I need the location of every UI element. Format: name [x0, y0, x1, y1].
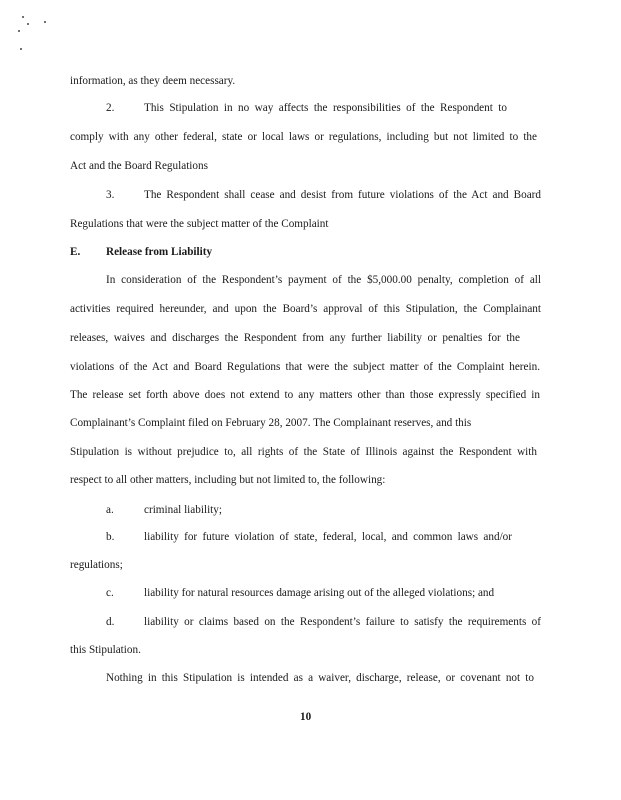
paragraph-line-6: Complainant’s Complaint filed on February 28, 2007. The Complainant reserves, and this: [70, 417, 472, 429]
paragraph-line-1: In consideration of the Respondent’s payment of the $5,000.00 penalty, completion of all: [106, 274, 541, 286]
list-item-a-letter: a.: [106, 504, 114, 516]
list-item-c-text: liability for natural resources damage arising out of the alleged violations; and: [144, 587, 495, 599]
scan-speck: [18, 30, 20, 32]
list-item-c-letter: c.: [106, 587, 114, 599]
item-3-line-1: The Respondent shall cease and desist from future violations of the Act and Board: [144, 189, 541, 201]
list-item-d-letter: d.: [106, 616, 115, 628]
section-e-title: Release from Liability: [106, 246, 213, 258]
item-2-line-2: comply with any other federal, state or local laws or regulations, including but not limited to the: [70, 131, 537, 143]
list-item-d-line-2: this Stipulation.: [70, 644, 141, 656]
section-e-letter: E.: [70, 246, 81, 258]
list-item-a-text: criminal liability;: [144, 504, 222, 516]
list-item-b-line-2: regulations;: [70, 559, 123, 571]
paragraph-line-2: activities required hereunder, and upon the Board’s approval of this Stipulation, the Complainant: [70, 303, 541, 315]
item-3-number: 3.: [106, 189, 115, 201]
item-2-line-1: This Stipulation in no way affects the responsibilities of the Respondent to: [144, 102, 507, 114]
scan-speck: [22, 16, 24, 18]
list-item-b-line-1: liability for future violation of state, federal, local, and common laws and/or: [144, 531, 512, 543]
scan-speck: [44, 21, 46, 23]
scan-speck: [20, 48, 22, 50]
closing-line: Nothing in this Stipulation is intended as a waiver, discharge, release, or covenant not to: [106, 672, 534, 684]
paragraph-line-3: releases, waives and discharges the Respondent from any further liability or penalties for the: [70, 332, 520, 344]
paragraph-line-5: The release set forth above does not extend to any matters other than those expressly specified in: [70, 389, 540, 401]
paragraph-line-4: violations of the Act and Board Regulations that were the subject matter of the Complaint herein.: [70, 361, 540, 373]
scan-speck: [27, 23, 29, 25]
list-item-d-line-1: liability or claims based on the Respondent’s failure to satisfy the requirements of: [144, 616, 541, 628]
page-number: 10: [300, 711, 312, 723]
item-3-line-2: Regulations that were the subject matter of the Complaint: [70, 218, 329, 230]
paragraph-line-7: Stipulation is without prejudice to, all rights of the State of Illinois against the Respondent with: [70, 446, 537, 458]
paragraph-line-8: respect to all other matters, including but not limited to, the following:: [70, 474, 386, 486]
continuation-text: information, as they deem necessary.: [70, 75, 236, 87]
item-2-line-3: Act and the Board Regulations: [70, 160, 208, 172]
list-item-b-letter: b.: [106, 531, 115, 543]
item-2-number: 2.: [106, 102, 115, 114]
